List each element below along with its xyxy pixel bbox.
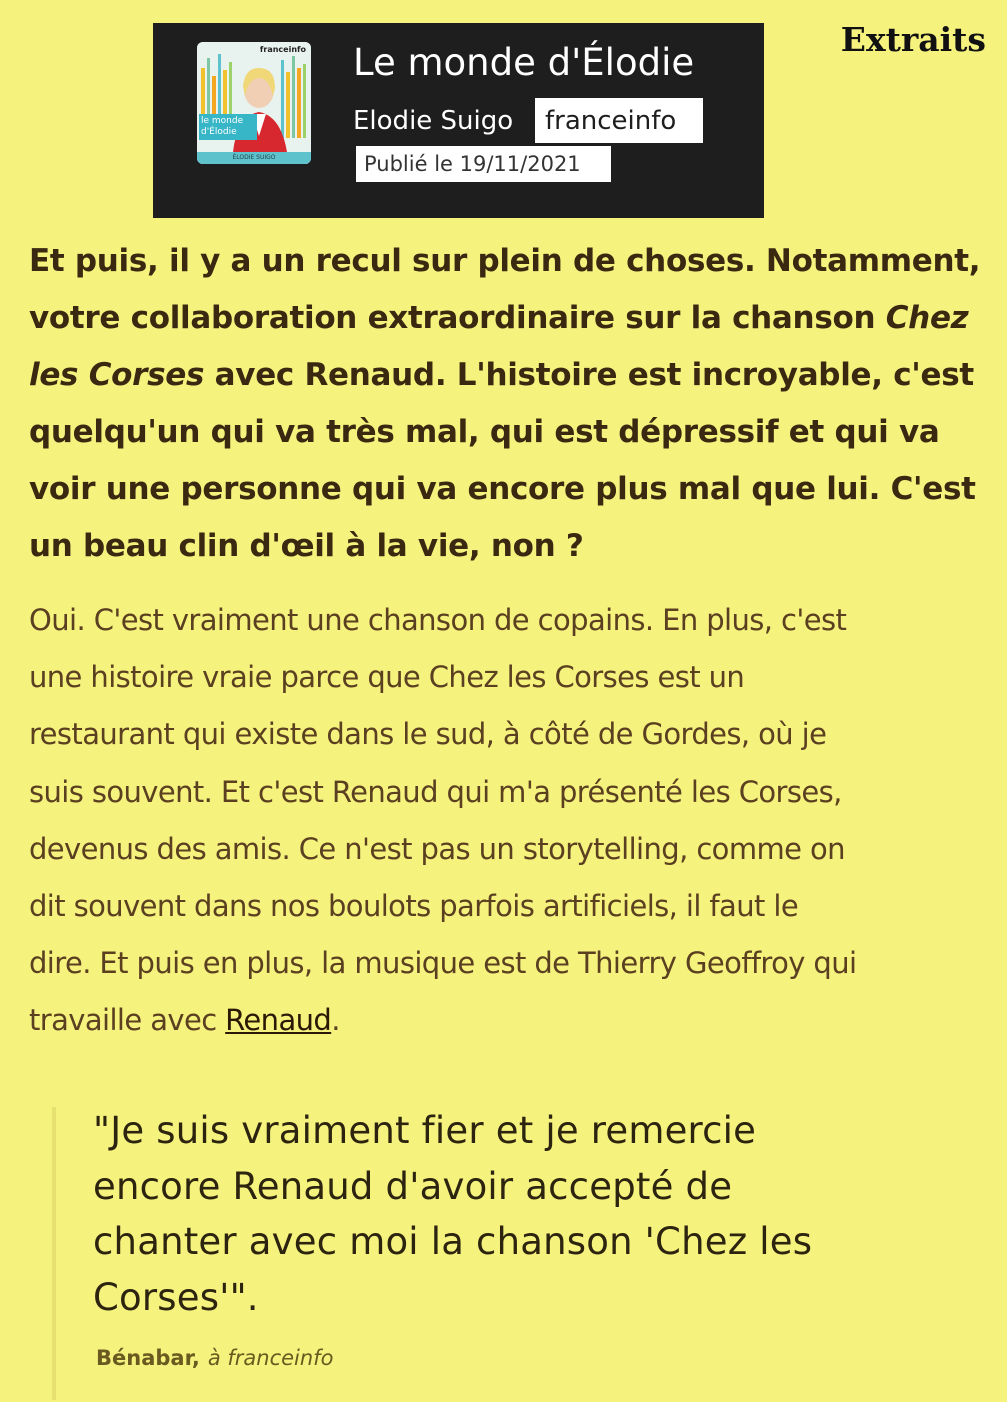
quote-source: à franceinfo bbox=[207, 1346, 334, 1370]
cover-brand-label: franceinfo bbox=[259, 45, 306, 54]
cover-artwork bbox=[197, 42, 311, 164]
quote-attribution bbox=[96, 1343, 333, 1373]
question-line: voir une personne qui va encore plus mal que lui. C'est bbox=[29, 471, 976, 507]
answer-text: travaille avec bbox=[29, 1003, 226, 1038]
answer-line: dit souvent dans nos boulots parfois artificiels, il faut le bbox=[29, 889, 799, 924]
quote-line: chanter avec moi la chanson 'Chez les bbox=[93, 1220, 813, 1263]
interview-answer bbox=[29, 592, 989, 1050]
podcast-header bbox=[153, 23, 764, 218]
answer-line: suis souvent. Et c'est Renaud qui m'a présenté les Corses, bbox=[29, 774, 842, 809]
answer-line: dire. Et puis en plus, la musique est de Thierry Geoffroy qui bbox=[29, 946, 857, 981]
publish-date: Publié le 19/11/2021 bbox=[356, 146, 611, 182]
question-text: votre collaboration extraordinaire sur la chanson bbox=[29, 300, 886, 336]
question-line bbox=[29, 290, 989, 347]
answer-line: devenus des amis. Ce n'est pas un storytelling, comme on bbox=[29, 831, 845, 866]
question-line: Et puis, il y a un recul sur plein de choses. Notamment, bbox=[29, 243, 981, 279]
cover-host-tag: ÉLODIE SUIGO bbox=[197, 152, 311, 164]
song-title: Chez bbox=[885, 300, 969, 336]
cover-show-tag-line1: le monde bbox=[201, 116, 244, 126]
renaud-link[interactable]: Renaud bbox=[225, 1003, 332, 1038]
song-title: les Corses bbox=[29, 357, 205, 393]
question-text: avec Renaud. L'histoire est incroyable, c'est bbox=[204, 357, 974, 393]
source-badge[interactable]: franceinfo bbox=[535, 98, 703, 143]
question-line bbox=[29, 347, 989, 404]
quote-bar bbox=[52, 1107, 56, 1400]
question-line: quelqu'un qui va très mal, qui est dépressif et qui va bbox=[29, 414, 940, 450]
quote-line: "Je suis vraiment fier et je remercie bbox=[93, 1109, 757, 1152]
answer-line: une histoire vraie parce que Chez les Corses est un bbox=[29, 660, 745, 695]
quote-author: Bénabar, bbox=[96, 1346, 200, 1370]
cover-show-tag bbox=[199, 114, 257, 140]
podcast-cover-image[interactable] bbox=[197, 42, 311, 164]
quote-line: Corses'". bbox=[93, 1275, 259, 1319]
question-line: un beau clin d'œil à la vie, non ? bbox=[29, 528, 584, 564]
author-name[interactable]: Elodie Suigo bbox=[353, 106, 514, 136]
answer-line bbox=[29, 992, 989, 1049]
quote-line: encore Renaud d'avoir accepté de bbox=[93, 1164, 733, 1208]
answer-line: restaurant qui existe dans le sud, à côté de Gordes, où je bbox=[29, 717, 827, 752]
cover-show-tag-line2: d'Élodie bbox=[201, 127, 237, 137]
interview-question bbox=[29, 233, 989, 575]
extracts-label: Extraits bbox=[840, 20, 986, 59]
answer-end-punct: . bbox=[331, 1003, 340, 1038]
pull-quote bbox=[93, 1103, 973, 1325]
podcast-title[interactable]: Le monde d'Élodie bbox=[353, 41, 695, 84]
answer-line: Oui. C'est vraiment une chanson de copains. En plus, c'est bbox=[29, 603, 847, 637]
